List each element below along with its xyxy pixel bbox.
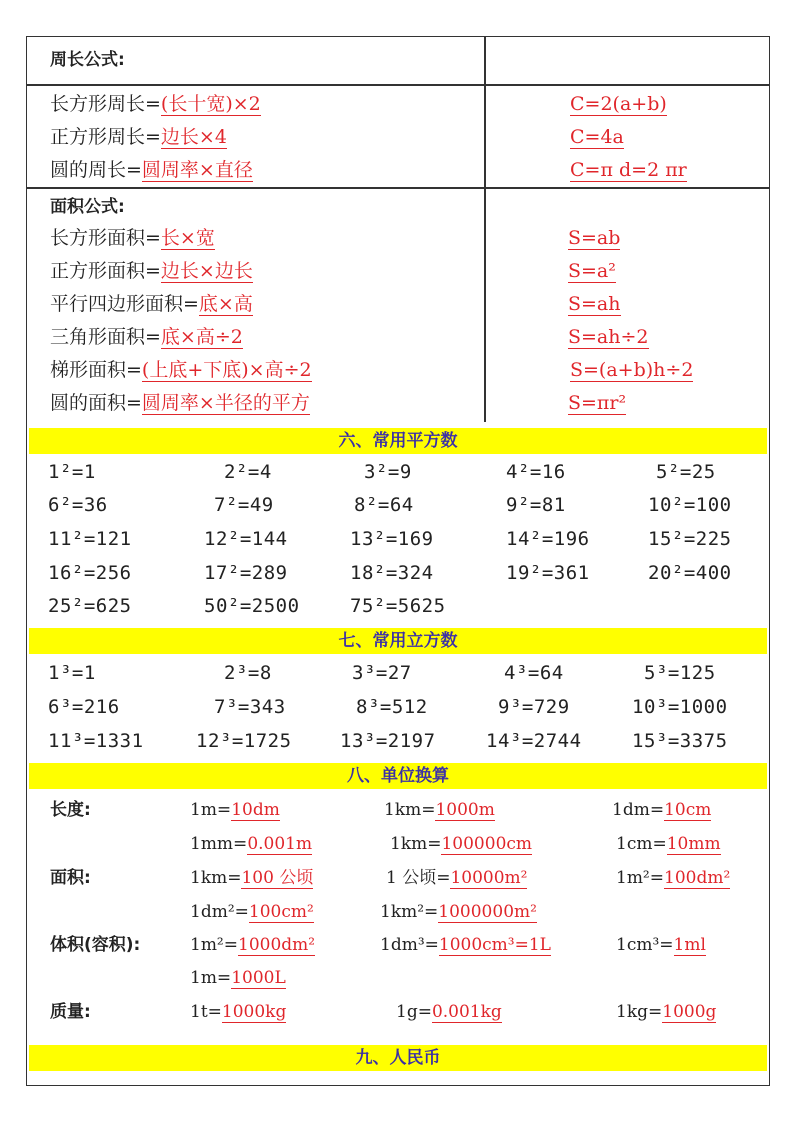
squares-title: 六、常用平方数	[29, 428, 767, 454]
unit-conversion: 1km²=1000000m²	[380, 902, 537, 922]
area-formula: 长×宽	[160, 227, 215, 249]
unit-conversion: 1m=1000L	[190, 968, 286, 988]
volume-unit-label: 体积(容积):	[50, 935, 141, 955]
cube-item: 8³=512	[356, 696, 428, 718]
unit-conversion: 1km=100 公顷	[190, 868, 314, 888]
square-item: 17²=289	[204, 562, 288, 584]
unit-conversion: 1dm²=100cm²	[190, 902, 314, 922]
square-item: 20²=400	[648, 562, 732, 584]
area-symbol: S=a²	[568, 260, 616, 282]
square-item: 18²=324	[350, 562, 434, 584]
area-label: 梯形面积=(上底+下底)×高÷2	[50, 359, 312, 381]
square-item: 12²=144	[204, 528, 288, 550]
unit-conversion: 1km=1000m	[384, 800, 495, 820]
area-label: 正方形面积=边长×边长	[50, 260, 253, 282]
cube-item: 6³=216	[48, 696, 120, 718]
square-item: 10²=100	[648, 494, 732, 516]
cube-item: 14³=2744	[486, 730, 582, 752]
cube-item: 13³=2197	[340, 730, 436, 752]
perimeter-label: 正方形周长=边长×4	[50, 126, 227, 148]
cube-item: 15³=3375	[632, 730, 728, 752]
perimeter-formula: (长十宽)×2	[160, 93, 261, 115]
unit-conversion: 1m²=1000dm²	[190, 935, 316, 955]
area-heading: 面积公式:	[50, 197, 125, 217]
square-item: 50²=2500	[204, 595, 300, 617]
square-item: 13²=169	[350, 528, 434, 550]
unit-conversion: 1 公顷=10000m²	[386, 868, 528, 888]
area-symbol: S=(a+b)h÷2	[570, 359, 694, 381]
square-item: 14²=196	[506, 528, 590, 550]
divider	[26, 187, 770, 189]
square-item: 3²=9	[364, 461, 412, 483]
area-label: 长方形面积=长×宽	[50, 227, 215, 249]
divider	[26, 84, 770, 86]
area-label: 圆的面积=圆周率×半径的平方	[50, 392, 310, 414]
square-item: 15²=225	[648, 528, 732, 550]
area-formula: 圆周率×半径的平方	[141, 392, 310, 414]
square-item: 7²=49	[214, 494, 274, 516]
length-label: 长度:	[50, 800, 91, 820]
perimeter-formula: 圆周率×直径	[141, 159, 253, 181]
cube-item: 5³=125	[644, 662, 716, 684]
cube-item: 7³=343	[214, 696, 286, 718]
square-item: 5²=25	[656, 461, 716, 483]
square-item: 2²=4	[224, 461, 272, 483]
area-formula: 边长×边长	[160, 260, 253, 282]
area-symbol: S=ah	[568, 293, 621, 315]
square-item: 9²=81	[506, 494, 566, 516]
perimeter-symbol: C=π d=2 πr	[570, 159, 687, 181]
cube-item: 1³=1	[48, 662, 96, 684]
perimeter-label: 圆的周长=圆周率×直径	[50, 159, 253, 181]
unit-conversion: 1m²=100dm²	[616, 868, 731, 888]
area-symbol: S=πr²	[568, 392, 627, 414]
square-item: 1²=1	[48, 461, 96, 483]
area-symbol: S=ab	[568, 227, 621, 249]
mass-unit-label: 质量:	[50, 1002, 91, 1022]
square-item: 75²=5625	[350, 595, 446, 617]
unit-conversion: 1dm=10cm	[612, 800, 712, 820]
perimeter-label: 长方形周长=(长十宽)×2	[50, 93, 261, 115]
square-item: 25²=625	[48, 595, 132, 617]
square-item: 6²=36	[48, 494, 108, 516]
cubes-title: 七、常用立方数	[29, 628, 767, 654]
unit-conversion: 1t=1000kg	[190, 1002, 287, 1022]
perimeter-formula: 边长×4	[160, 126, 227, 148]
perimeter-symbol: C=2(a+b)	[570, 93, 667, 115]
area-symbol: S=ah÷2	[568, 326, 649, 348]
cube-item: 3³=27	[352, 662, 412, 684]
unit-conversion: 1cm³=1ml	[616, 935, 706, 955]
unit-conversion: 1cm=10mm	[616, 834, 721, 854]
perimeter-symbol: C=4a	[570, 126, 624, 148]
units-title: 八、单位换算	[29, 763, 767, 789]
cube-item: 2³=8	[224, 662, 272, 684]
area-label: 三角形面积=底×高÷2	[50, 326, 243, 348]
column-divider	[484, 36, 486, 422]
square-item: 8²=64	[354, 494, 414, 516]
area-formula: 底×高÷2	[160, 326, 243, 348]
cube-item: 4³=64	[504, 662, 564, 684]
square-item: 19²=361	[506, 562, 590, 584]
area-formula: (上底+下底)×高÷2	[141, 359, 312, 381]
perimeter-heading: 周长公式:	[50, 50, 125, 70]
cube-item: 12³=1725	[196, 730, 292, 752]
area-formula: 底×高	[198, 293, 253, 315]
cube-item: 11³=1331	[48, 730, 144, 752]
cube-item: 9³=729	[498, 696, 570, 718]
rmb-title: 九、人民币	[29, 1045, 767, 1071]
cube-item: 10³=1000	[632, 696, 728, 718]
unit-conversion: 1kg=1000g	[616, 1002, 717, 1022]
unit-conversion: 1m=10dm	[190, 800, 280, 820]
square-item: 11²=121	[48, 528, 132, 550]
unit-conversion: 1mm=0.001m	[190, 834, 313, 854]
area-unit-label: 面积:	[50, 868, 91, 888]
unit-conversion: 1km=100000cm	[390, 834, 533, 854]
unit-conversion: 1g=0.001kg	[396, 1002, 502, 1022]
square-item: 4²=16	[506, 461, 566, 483]
square-item: 16²=256	[48, 562, 132, 584]
area-label: 平行四边形面积=底×高	[50, 293, 253, 315]
unit-conversion: 1dm³=1000cm³=1L	[380, 935, 551, 955]
